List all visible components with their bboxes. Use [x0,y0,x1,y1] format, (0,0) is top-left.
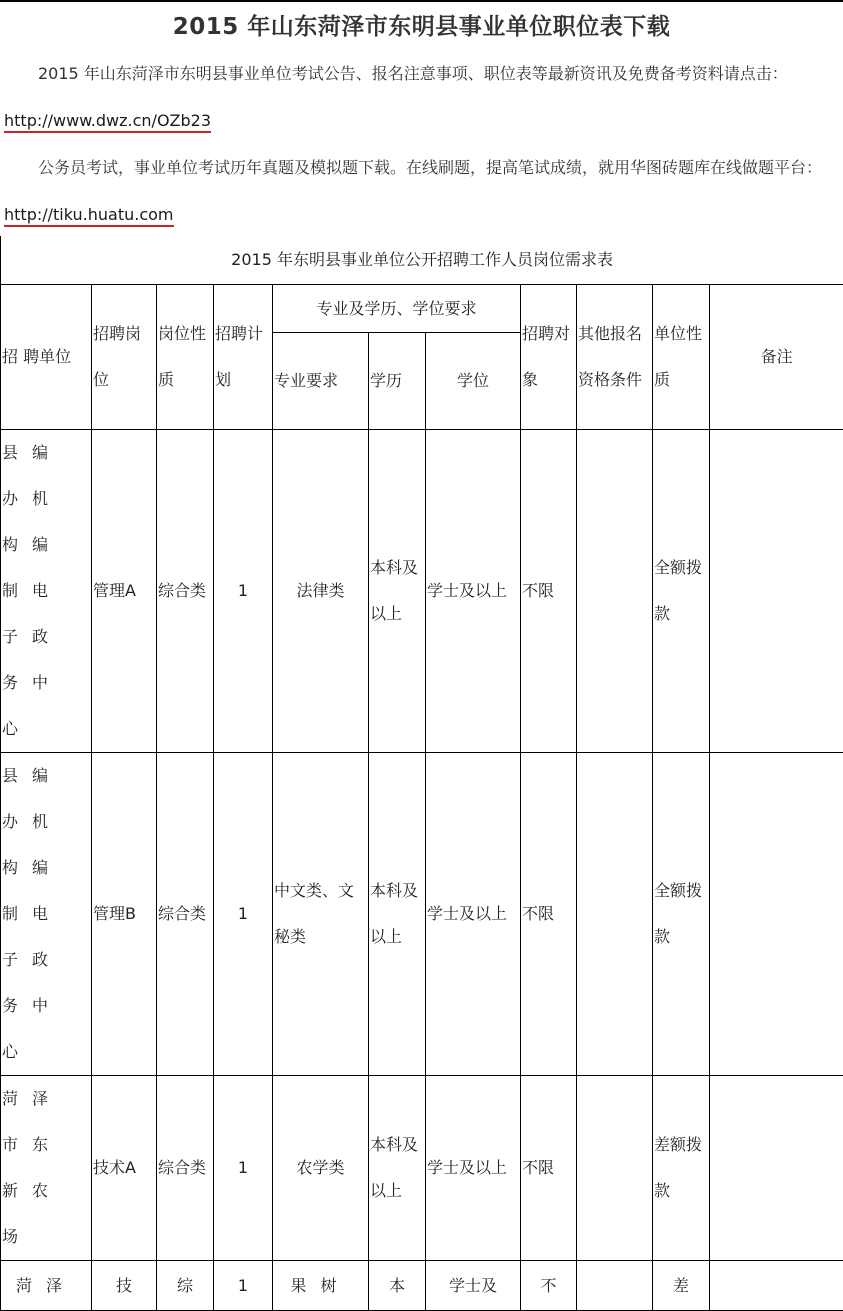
header-unit-type: 单位性质 [653,285,710,430]
cell-other [577,1076,653,1261]
cell-remark [710,1076,843,1261]
cell-unit-type: 全额拨款 [653,753,710,1076]
registration-info-link[interactable]: http://www.dwz.cn/OZb23 [4,111,211,133]
intro-paragraph-1 [4,50,840,144]
cell-education: 本科及以上 [369,430,426,753]
intro-paragraph-2 [4,144,840,238]
question-bank-link[interactable]: http://tiku.huatu.com [4,205,174,227]
cell-nature: 综 [157,1261,214,1311]
cell-nature: 综合类 [157,1076,214,1261]
header-nature: 岗位性质 [157,285,214,430]
cell-degree: 学士及以上 [426,430,521,753]
cell-post: 管理A [92,430,157,753]
header-major: 专业要求 [273,333,369,430]
cell-target: 不限 [521,1076,577,1261]
table-caption: 2015 年东明县事业单位公开招聘工作人员岗位需求表 [1,236,843,285]
cell-unit: 菏泽市东新农场 [1,1076,92,1261]
header-remark: 备注 [710,285,843,430]
intro-text-1: 2015 年山东菏泽市东明县事业单位考试公告、报名注意事项、职位表等最新资讯及免费备考资料请点击： [38,64,788,83]
cell-plan: 1 [214,1076,273,1261]
cell-plan: 1 [214,430,273,753]
header-target: 招聘对象 [521,285,577,430]
cell-unit-type: 差额拨款 [653,1076,710,1261]
cell-target: 不 [521,1261,577,1311]
cell-remark [710,430,843,753]
header-education: 学历 [369,333,426,430]
header-post: 招聘岗位 [92,285,157,430]
table-row [1,430,843,753]
table-row [1,1261,843,1311]
page-title: 2015 年山东菏泽市东明县事业单位职位表下载 [0,8,843,41]
header-degree: 学位 [426,333,521,430]
cell-nature: 综合类 [157,430,214,753]
cell-post: 技术A [92,1076,157,1261]
table-row [1,753,843,1076]
cell-target: 不限 [521,430,577,753]
header-requirements-group: 专业及学历、学位要求 [273,285,521,333]
cell-plan: 1 [214,1261,273,1311]
cell-education: 本科及以上 [369,753,426,1076]
header-plan: 招聘计划 [214,285,273,430]
cell-other [577,430,653,753]
intro-text-2: 公务员考试，事业单位考试历年真题及模拟题下载。在线刷题，提高笔试成绩，就用华图砖题库在线做题平台： [38,158,822,177]
cell-education: 本科及以上 [369,1076,426,1261]
cell-education: 本 [369,1261,426,1311]
table-row [1,1076,843,1261]
cell-remark [710,1261,843,1311]
header-other: 其他报名资格条件 [577,285,653,430]
cell-unit-type: 差 [653,1261,710,1311]
cell-unit: 县编办机构编制电子政务中心 [1,430,92,753]
cell-degree: 学士及 [426,1261,521,1311]
cell-major: 果树 [273,1261,369,1311]
cell-post: 技 [92,1261,157,1311]
cell-major: 法律类 [273,430,369,753]
cell-nature: 综合类 [157,753,214,1076]
header-unit: 招 聘单位 [1,285,92,430]
cell-unit: 菏泽 [1,1261,92,1311]
cell-unit: 县编办机构编制电子政务中心 [1,753,92,1076]
job-requirements-table [0,236,843,1311]
cell-major: 中文类、文秘类 [273,753,369,1076]
cell-degree: 学士及以上 [426,753,521,1076]
cell-plan: 1 [214,753,273,1076]
cell-degree: 学士及以上 [426,1076,521,1261]
cell-other [577,753,653,1076]
cell-other [577,1261,653,1311]
cell-post: 管理B [92,753,157,1076]
top-rule [0,0,843,2]
cell-unit-type: 全额拨款 [653,430,710,753]
cell-target: 不限 [521,753,577,1076]
cell-major: 农学类 [273,1076,369,1261]
cell-remark [710,753,843,1076]
